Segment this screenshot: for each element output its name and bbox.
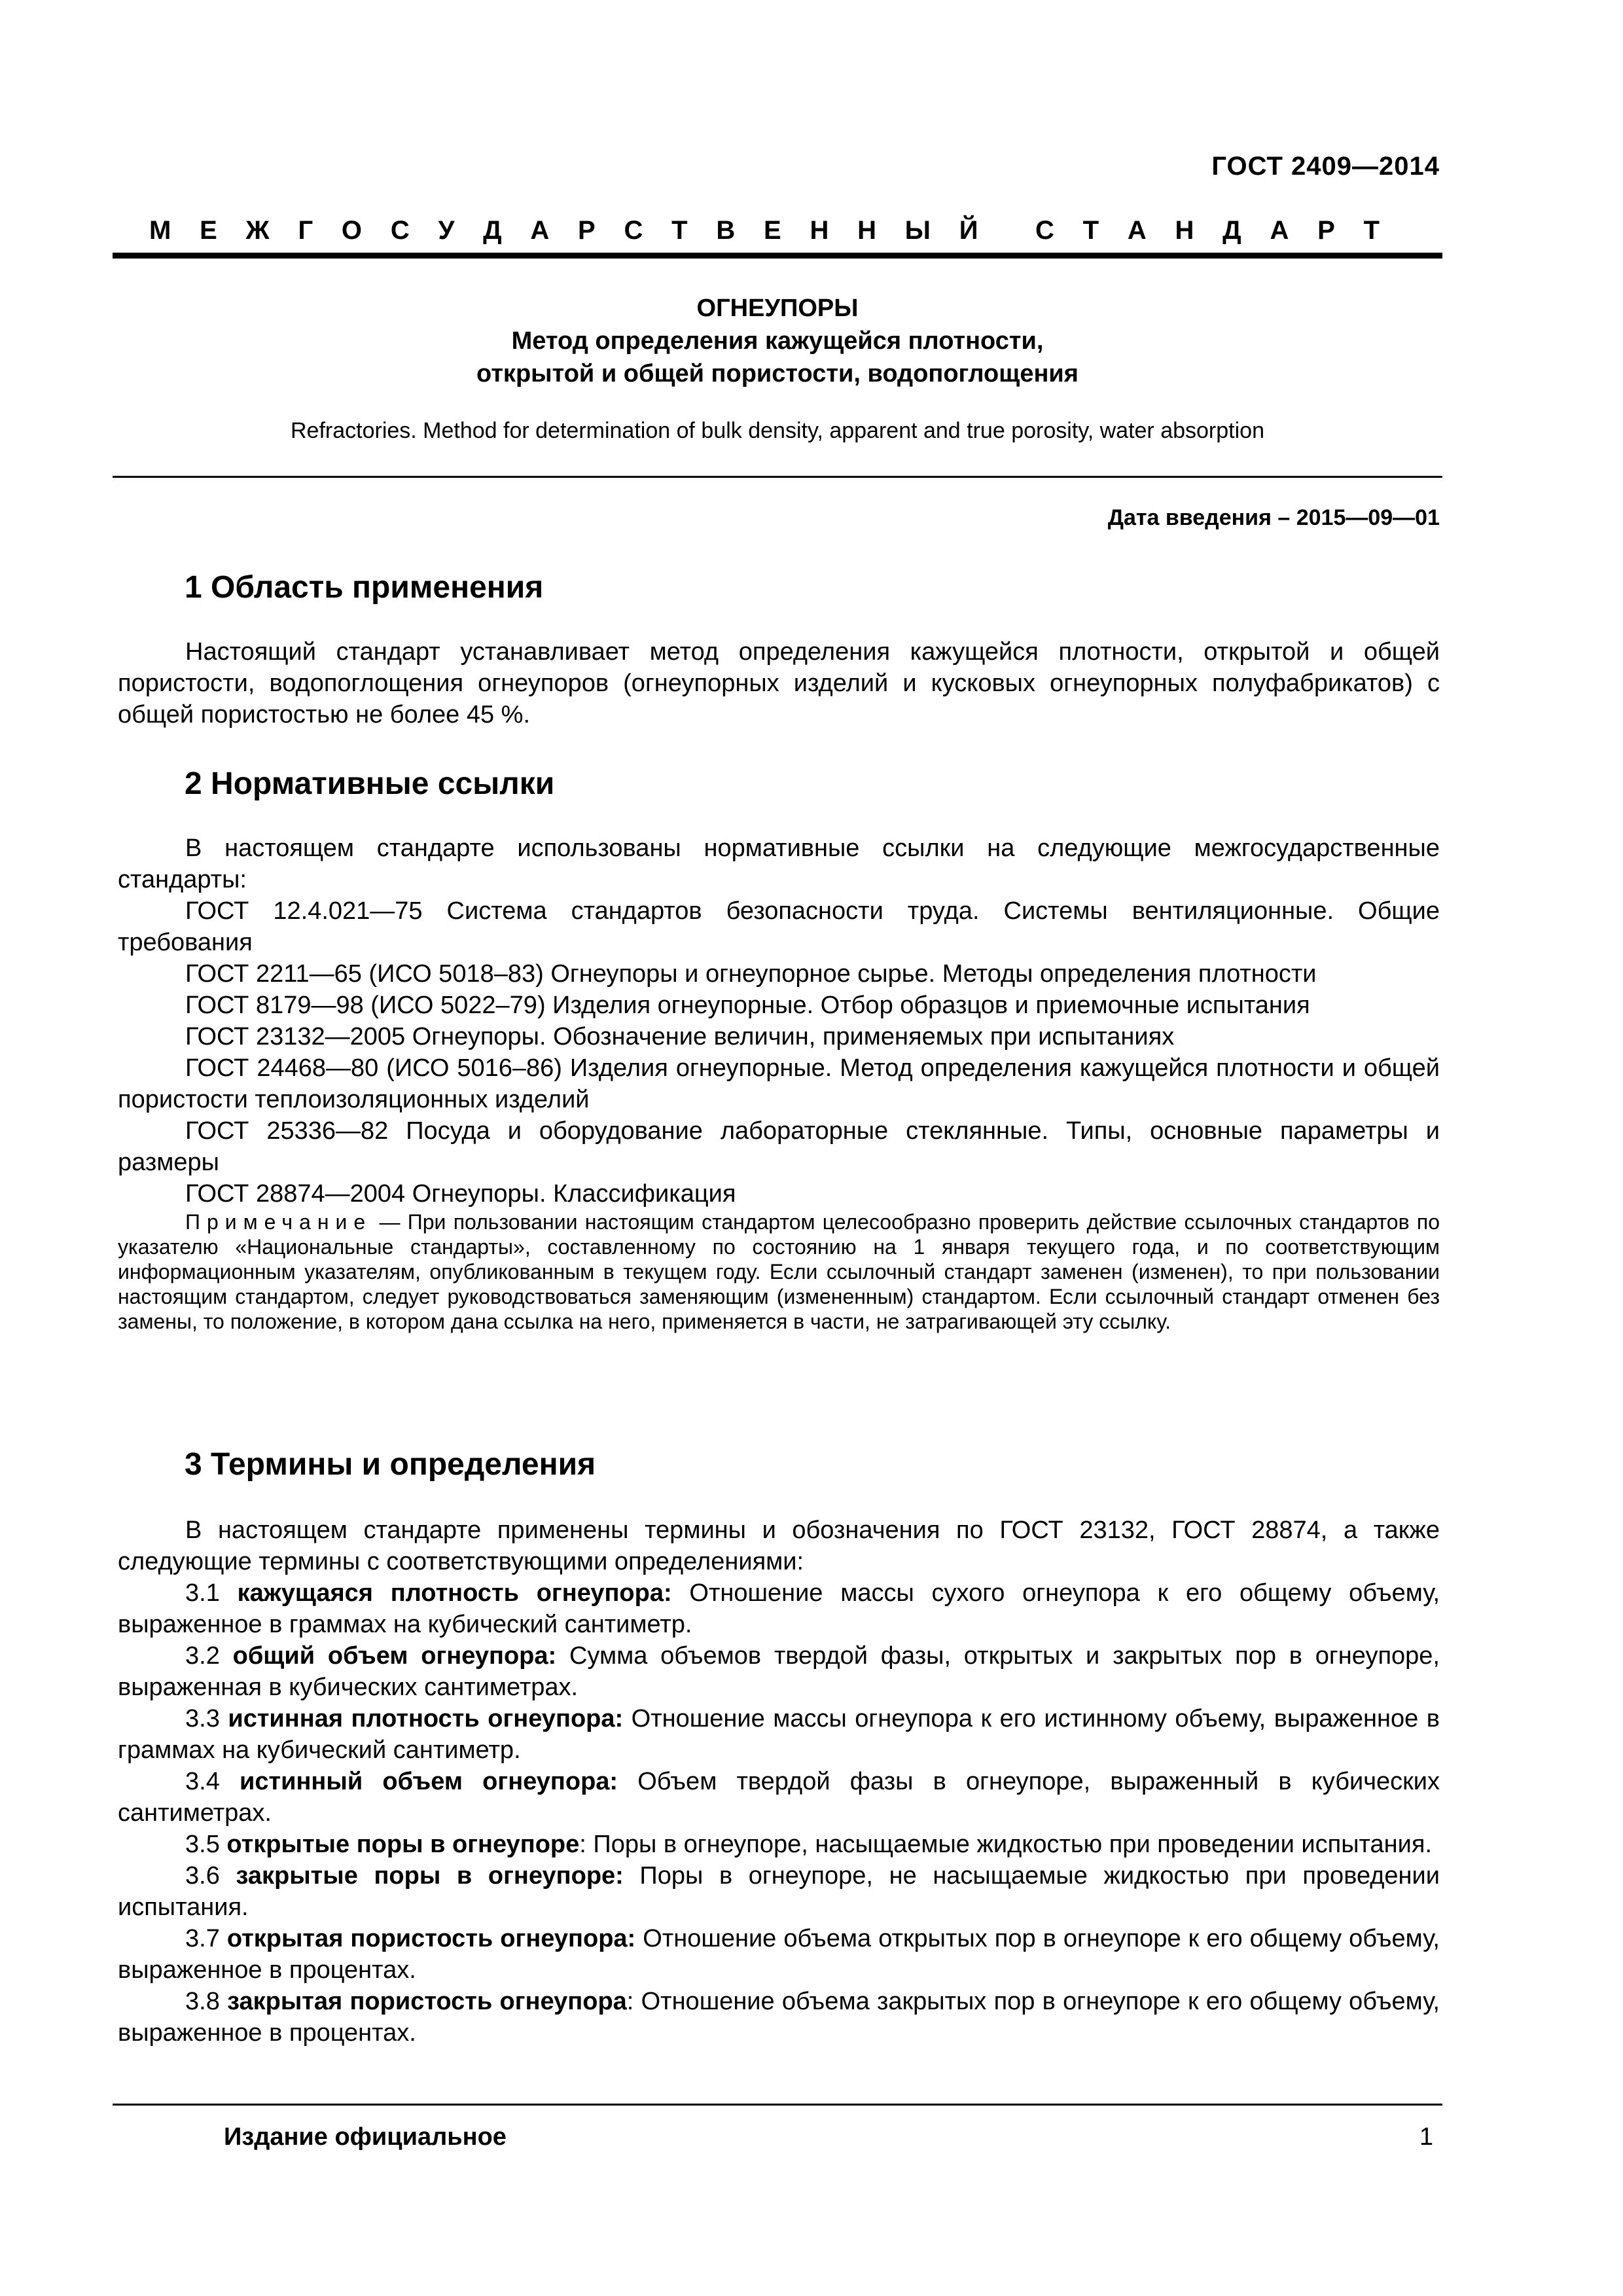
paragraph: В настоящем стандарте применены термины и обозначения по ГОСТ 23132, ГОСТ 28874, а также следующие термины с соответствующими определениями: <box>118 1516 1440 1575</box>
term-def: Поры в огнеупоре, не насыщаемые жидкостью при проведении испытания. <box>118 1862 1440 1921</box>
term-number: 3.6 <box>185 1862 236 1890</box>
reference-item: ГОСТ 24468—80 (ИСО 5016–86) Изделия огнеупорные. Метод определения кажущейся плотности и общей пористости теплоизоляционных изделий <box>118 1054 1440 1113</box>
section-2-heading: 2 Нормативные ссылки <box>185 766 555 801</box>
term-def: Отношение массы сухого огнеупора к его общему объему, выраженное в граммах на кубический сантиметр. <box>118 1579 1440 1638</box>
term-def: Сумма объемов твердой фазы, открытых и закрытых пор в огнеупоре, выраженная в кубических сантиметрах. <box>118 1642 1440 1701</box>
page-number: 1 <box>1419 2123 1433 2151</box>
term-number: 3.7 <box>185 1925 227 1952</box>
letter: Г <box>298 216 313 245</box>
term-definition <box>118 1923 1440 1986</box>
term-name: истинная плотность огнеупора: <box>228 1705 624 1732</box>
standard-type-heading <box>149 216 1380 245</box>
note-label: Примечание <box>185 1210 372 1234</box>
letter: С <box>390 216 410 245</box>
title-divider <box>113 476 1442 478</box>
section-1-heading: 1 Область применения <box>185 570 544 605</box>
footer-divider <box>113 2104 1442 2106</box>
term-definition <box>118 1986 1440 2049</box>
letter: А <box>1127 216 1147 245</box>
letter: Д <box>483 216 502 245</box>
term-def: : Отношение объема закрытых пор в огнеупоре к его общему объему, выраженное в процентах. <box>118 1988 1440 2047</box>
term-definition <box>118 1829 1440 1860</box>
official-edition-label: Издание официальное <box>224 2123 507 2151</box>
section-1-body <box>118 636 1440 730</box>
term-name: кажущаяся плотность огнеупора: <box>237 1579 672 1607</box>
letter: У <box>438 216 455 245</box>
reference-item: ГОСТ 8179—98 (ИСО 5022–79) Изделия огнеупорные. Отбор образцов и приемочные испытания <box>185 992 1310 1019</box>
title-block <box>113 292 1442 445</box>
letter: Р <box>1317 216 1335 245</box>
letter: С <box>1035 216 1054 245</box>
title-subtitle-2: открытой и общей пористости, водопоглощения <box>476 360 1079 387</box>
term-definition <box>118 1703 1440 1766</box>
letter: М <box>149 216 171 245</box>
letter: Е <box>200 216 217 245</box>
paragraph: В настоящем стандарте использованы нормативные ссылки на следующие межгосударственные стандарты: <box>118 834 1440 893</box>
term-name: закрытая пористость огнеупора <box>227 1988 627 2015</box>
term-def: Объем твердой фазы в огнеупоре, выраженный в кубических сантиметрах. <box>118 1768 1440 1827</box>
header-divider <box>113 253 1442 259</box>
letter: Н <box>857 216 877 245</box>
letter: Т <box>1363 216 1380 245</box>
term-number: 3.1 <box>185 1579 238 1607</box>
letter: С <box>624 216 643 245</box>
letter: А <box>1270 216 1289 245</box>
term-name: открытые поры в огнеупоре <box>226 1831 580 1858</box>
section-3-body <box>118 1515 1440 2049</box>
term-definition <box>118 1577 1440 1640</box>
term-number: 3.8 <box>185 1988 228 2015</box>
reference-item: ГОСТ 25336—82 Посуда и оборудование лабораторные стеклянные. Типы, основные параметры и размеры <box>118 1117 1440 1176</box>
letter: Ж <box>245 216 270 245</box>
term-def: : Поры в огнеупоре, насыщаемые жидкостью при проведении испытания. <box>579 1831 1433 1858</box>
note <box>118 1210 1440 1334</box>
letter: Д <box>1222 216 1241 245</box>
term-number: 3.5 <box>185 1831 227 1858</box>
term-definition <box>118 1860 1440 1923</box>
note-text: — При пользовании настоящим стандартом целесообразно проверить действие ссылочных стандартов по указателю «Национальные стандарты», составленному по состоянию на 1 января текущего года, и по соответствующим информационным указателям, опубликованным в текущем году. Если ссылочный стандарт заменен (изменен), то при пользовании настоящим стандартом, следует руководствоваться заменяющим (измененным) стандартом. Если ссылочный стандарт отменен без замены, то положение, в котором дана ссылка на него, применяется в части, не затрагивающей эту ссылку. <box>118 1210 1440 1333</box>
letter: Р <box>578 216 596 245</box>
term-def: Отношение массы огнеупора к его истинному объему, выраженное в граммах на кубический сантиметр. <box>118 1705 1440 1764</box>
section-3-heading: 3 Термины и определения <box>185 1447 596 1482</box>
term-number: 3.3 <box>185 1705 228 1732</box>
title-english: Refractories. Method for determination of bulk density, apparent and true porosity, water absorption <box>291 418 1264 443</box>
term-name: открытая пористость огнеупора: <box>226 1925 636 1952</box>
letter: Т <box>1082 216 1099 245</box>
term-definition <box>118 1640 1440 1703</box>
term-name: закрытые поры в огнеупоре: <box>236 1862 624 1890</box>
letter: Е <box>764 216 781 245</box>
letter: Н <box>810 216 829 245</box>
letter: Ы <box>904 216 931 245</box>
letter: О <box>341 216 363 245</box>
letter: В <box>716 216 736 245</box>
letter: Н <box>1175 216 1194 245</box>
introduction-date: Дата введения – 2015—09—01 <box>1107 505 1440 530</box>
term-number: 3.2 <box>185 1642 233 1670</box>
reference-item: ГОСТ 2211—65 (ИСО 5018–83) Огнеупоры и огнеупорное сырье. Методы определения плотности <box>185 960 1317 988</box>
standard-number: ГОСТ 2409—2014 <box>1211 152 1440 181</box>
paragraph: Настоящий стандарт устанавливает метод определения кажущейся плотности, открытой и общей пористости, водопоглощения огнеупоров (огнеупорных изделий и кусковых огнеупорных полуфабрикатов) с общей пористостью не более 45 %. <box>118 638 1440 728</box>
title-main: ОГНЕУПОРЫ <box>696 295 859 322</box>
term-definition <box>118 1766 1440 1829</box>
letter: Т <box>671 216 688 245</box>
reference-item: ГОСТ 28874—2004 Огнеупоры. Классификация <box>185 1180 736 1208</box>
term-def: Отношение объема открытых пор в огнеупоре к его общему объему, выраженное в процентах. <box>118 1925 1440 1984</box>
term-name: общий объем огнеупора: <box>232 1642 557 1670</box>
section-2-body <box>118 833 1440 1334</box>
reference-item: ГОСТ 12.4.021—75 Система стандартов безопасности труда. Системы вентиляционные. Общие требования <box>118 897 1440 956</box>
title-subtitle-1: Метод определения кажущейся плотности, <box>511 327 1044 355</box>
term-number: 3.4 <box>185 1768 240 1795</box>
reference-item: ГОСТ 23132—2005 Огнеупоры. Обозначение величин, применяемых при испытаниях <box>185 1023 1175 1050</box>
letter: Й <box>959 216 978 245</box>
term-name: истинный объем огнеупора: <box>240 1768 618 1795</box>
letter: А <box>530 216 550 245</box>
